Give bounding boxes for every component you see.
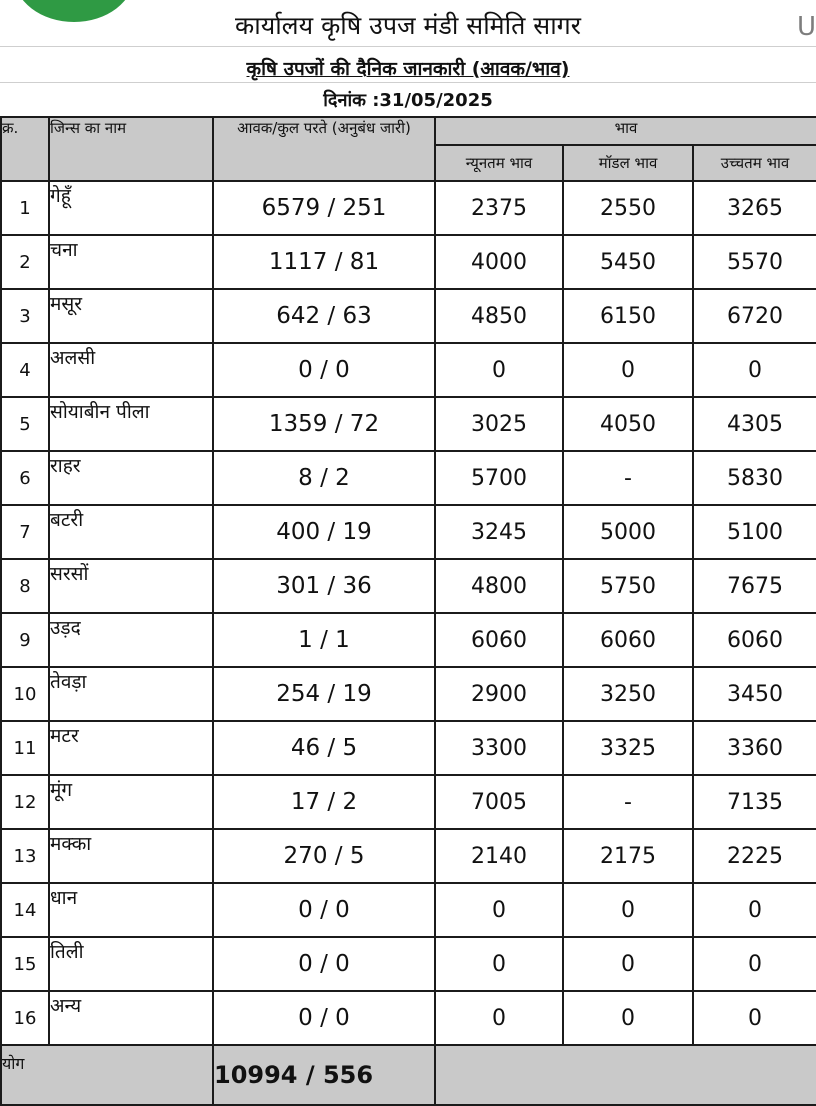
row-name: राहर — [49, 451, 213, 505]
row-sn: 16 — [1, 991, 49, 1045]
row-sn: 4 — [1, 343, 49, 397]
row-arrival: 0 / 0 — [213, 343, 435, 397]
table-row — [1, 397, 816, 451]
row-sn: 11 — [1, 721, 49, 775]
row-sn: 1 — [1, 181, 49, 235]
row-name: चना — [49, 235, 213, 289]
row-max-rate: 5100 — [693, 505, 816, 559]
row-max-rate: 0 — [693, 991, 816, 1045]
row-name: मूंग — [49, 775, 213, 829]
row-sn: 13 — [1, 829, 49, 883]
row-min-rate: 0 — [435, 991, 563, 1045]
row-model-rate: 6060 — [563, 613, 693, 667]
row-sn: 10 — [1, 667, 49, 721]
row-max-rate: 4305 — [693, 397, 816, 451]
row-arrival: 8 / 2 — [213, 451, 435, 505]
row-arrival: 0 / 0 — [213, 937, 435, 991]
report-date: दिनांक :31/05/2025 — [323, 90, 493, 111]
title-divider — [0, 46, 816, 47]
row-arrival: 642 / 63 — [213, 289, 435, 343]
row-model-rate: 5750 — [563, 559, 693, 613]
row-min-rate: 4000 — [435, 235, 563, 289]
total-blank — [435, 1045, 816, 1105]
row-model-rate: - — [563, 451, 693, 505]
row-max-rate: 3450 — [693, 667, 816, 721]
table-row — [1, 451, 816, 505]
col-rate-group-header: भाव — [435, 117, 816, 145]
row-sn: 14 — [1, 883, 49, 937]
row-name: गेहूँ — [49, 181, 213, 235]
table-row — [1, 667, 816, 721]
row-min-rate: 0 — [435, 883, 563, 937]
row-min-rate: 4800 — [435, 559, 563, 613]
table-row — [1, 559, 816, 613]
row-arrival: 0 / 0 — [213, 883, 435, 937]
row-sn: 7 — [1, 505, 49, 559]
row-model-rate: 0 — [563, 991, 693, 1045]
row-arrival: 254 / 19 — [213, 667, 435, 721]
row-model-rate: 0 — [563, 883, 693, 937]
row-model-rate: 5450 — [563, 235, 693, 289]
row-model-rate: 5000 — [563, 505, 693, 559]
table-row — [1, 289, 816, 343]
table-row — [1, 505, 816, 559]
row-min-rate: 3245 — [435, 505, 563, 559]
row-sn: 5 — [1, 397, 49, 451]
edge-mark: U — [796, 12, 816, 42]
row-name: मसूर — [49, 289, 213, 343]
row-arrival: 270 / 5 — [213, 829, 435, 883]
row-min-rate: 0 — [435, 937, 563, 991]
row-name: उड़द — [49, 613, 213, 667]
row-model-rate: 2175 — [563, 829, 693, 883]
row-name: धान — [49, 883, 213, 937]
market-rates-table — [0, 116, 816, 1106]
report-subtitle-text: कृषि उपजों की दैनिक जानकारी (आवक/भाव) — [246, 58, 570, 80]
row-min-rate: 2900 — [435, 667, 563, 721]
row-sn: 15 — [1, 937, 49, 991]
row-sn: 6 — [1, 451, 49, 505]
report-subtitle — [0, 55, 816, 81]
table-row — [1, 721, 816, 775]
row-arrival: 0 / 0 — [213, 991, 435, 1045]
table-row — [1, 991, 816, 1045]
row-sn: 12 — [1, 775, 49, 829]
total-row — [1, 1045, 816, 1105]
row-name: बटरी — [49, 505, 213, 559]
row-name: मक्का — [49, 829, 213, 883]
row-min-rate: 0 — [435, 343, 563, 397]
row-model-rate: 0 — [563, 343, 693, 397]
table-row — [1, 343, 816, 397]
row-max-rate: 3265 — [693, 181, 816, 235]
row-name: मटर — [49, 721, 213, 775]
row-name: सरसों — [49, 559, 213, 613]
row-min-rate: 6060 — [435, 613, 563, 667]
row-min-rate: 7005 — [435, 775, 563, 829]
row-min-rate: 2375 — [435, 181, 563, 235]
row-arrival: 6579 / 251 — [213, 181, 435, 235]
table-row — [1, 829, 816, 883]
row-max-rate: 6060 — [693, 613, 816, 667]
table-row — [1, 883, 816, 937]
row-max-rate: 6720 — [693, 289, 816, 343]
row-max-rate: 5830 — [693, 451, 816, 505]
row-max-rate: 7675 — [693, 559, 816, 613]
row-name: तेवड़ा — [49, 667, 213, 721]
row-max-rate: 5570 — [693, 235, 816, 289]
col-min-header: न्यूनतम भाव — [435, 145, 563, 181]
row-model-rate: - — [563, 775, 693, 829]
table-body — [1, 181, 816, 1045]
row-model-rate: 2550 — [563, 181, 693, 235]
row-min-rate: 3300 — [435, 721, 563, 775]
row-arrival: 301 / 36 — [213, 559, 435, 613]
row-name: सोयाबीन पीला — [49, 397, 213, 451]
row-min-rate: 3025 — [435, 397, 563, 451]
table-row — [1, 235, 816, 289]
row-max-rate: 0 — [693, 937, 816, 991]
table-row — [1, 613, 816, 667]
row-min-rate: 5700 — [435, 451, 563, 505]
row-arrival: 400 / 19 — [213, 505, 435, 559]
office-title: कार्यालय कृषि उपज मंडी समिति सागर — [235, 11, 581, 40]
row-max-rate: 0 — [693, 343, 816, 397]
col-max-header: उच्चतम भाव — [693, 145, 816, 181]
row-sn: 3 — [1, 289, 49, 343]
row-sn: 2 — [1, 235, 49, 289]
row-model-rate: 0 — [563, 937, 693, 991]
table-row — [1, 775, 816, 829]
row-max-rate: 2225 — [693, 829, 816, 883]
col-model-header: मॉडल भाव — [563, 145, 693, 181]
row-min-rate: 4850 — [435, 289, 563, 343]
col-arrival-header: आवक/कुल परते (अनुबंध जारी) — [213, 117, 435, 181]
table-row — [1, 937, 816, 991]
table-row — [1, 181, 816, 235]
row-arrival: 1 / 1 — [213, 613, 435, 667]
row-max-rate: 3360 — [693, 721, 816, 775]
col-sn-header: क्र. — [1, 117, 49, 181]
row-arrival: 46 / 5 — [213, 721, 435, 775]
row-model-rate: 6150 — [563, 289, 693, 343]
subtitle-divider — [0, 82, 816, 83]
row-min-rate: 2140 — [435, 829, 563, 883]
row-arrival: 1117 / 81 — [213, 235, 435, 289]
row-name: अलसी — [49, 343, 213, 397]
row-model-rate: 3325 — [563, 721, 693, 775]
total-arrival: 10994 / 556 — [213, 1045, 435, 1105]
row-name: तिली — [49, 937, 213, 991]
row-arrival: 17 / 2 — [213, 775, 435, 829]
col-name-header: जिन्स का नाम — [49, 117, 213, 181]
row-max-rate: 0 — [693, 883, 816, 937]
row-model-rate: 4050 — [563, 397, 693, 451]
row-sn: 9 — [1, 613, 49, 667]
row-arrival: 1359 / 72 — [213, 397, 435, 451]
row-sn: 8 — [1, 559, 49, 613]
total-label: योग — [1, 1045, 213, 1105]
row-name: अन्य — [49, 991, 213, 1045]
row-max-rate: 7135 — [693, 775, 816, 829]
row-model-rate: 3250 — [563, 667, 693, 721]
